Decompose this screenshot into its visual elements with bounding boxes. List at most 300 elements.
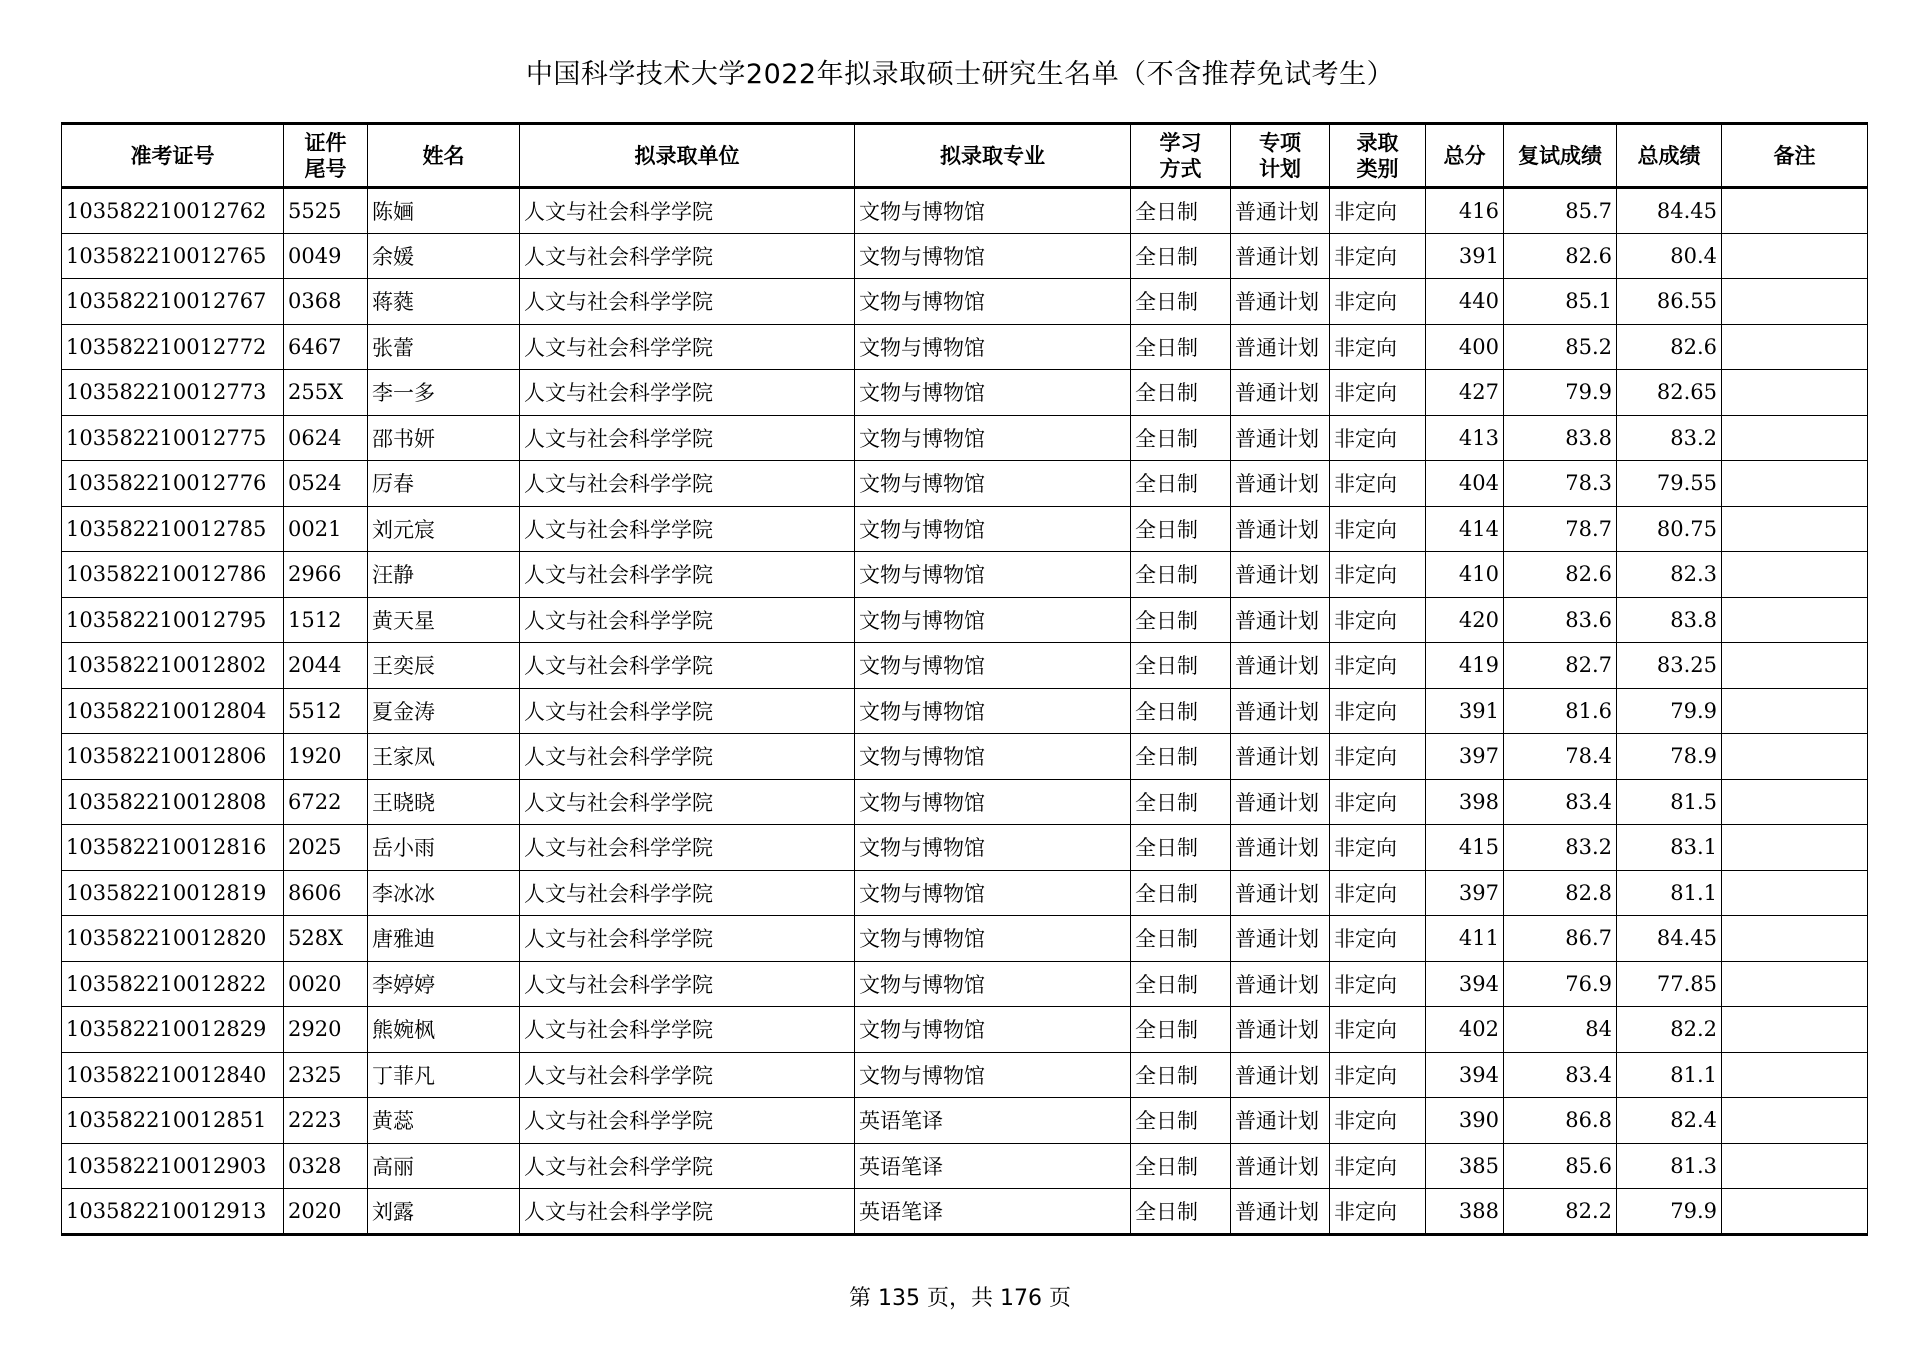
cell-retest-score: 78.7 <box>1504 506 1617 552</box>
cell-special-plan: 普通计划 <box>1231 688 1330 734</box>
cell-id-suffix: 5512 <box>284 688 368 734</box>
cell-special-plan: 普通计划 <box>1231 1007 1330 1053</box>
cell-exam-id: 103582210012808 <box>62 779 284 825</box>
cell-total-score: 391 <box>1426 233 1504 279</box>
cell-special-plan: 普通计划 <box>1231 506 1330 552</box>
cell-remarks <box>1722 552 1868 598</box>
header-exam-id: 准考证号 <box>62 124 284 188</box>
cell-retest-score: 83.4 <box>1504 779 1617 825</box>
cell-admission-unit: 人文与社会科学学院 <box>520 961 855 1007</box>
cell-special-plan: 普通计划 <box>1231 1143 1330 1189</box>
cell-id-suffix: 1920 <box>284 734 368 780</box>
cell-admission-unit: 人文与社会科学学院 <box>520 1098 855 1144</box>
cell-exam-id: 103582210012765 <box>62 233 284 279</box>
cell-name: 王家凤 <box>368 734 520 780</box>
cell-retest-score: 82.8 <box>1504 870 1617 916</box>
header-admission-unit: 拟录取单位 <box>520 124 855 188</box>
cell-major: 文物与博物馆 <box>855 233 1131 279</box>
cell-total-score: 404 <box>1426 461 1504 507</box>
cell-admission-type: 非定向 <box>1330 597 1426 643</box>
cell-total-score: 415 <box>1426 825 1504 871</box>
cell-retest-score: 83.6 <box>1504 597 1617 643</box>
table-row <box>62 233 1868 279</box>
cell-total-score: 388 <box>1426 1189 1504 1235</box>
cell-exam-id: 103582210012822 <box>62 961 284 1007</box>
table-row <box>62 1007 1868 1053</box>
cell-admission-unit: 人文与社会科学学院 <box>520 506 855 552</box>
cell-exam-id: 103582210012776 <box>62 461 284 507</box>
cell-special-plan: 普通计划 <box>1231 734 1330 780</box>
cell-exam-id: 103582210012816 <box>62 825 284 871</box>
cell-study-mode: 全日制 <box>1131 233 1231 279</box>
cell-retest-score: 81.6 <box>1504 688 1617 734</box>
cell-total-score: 397 <box>1426 870 1504 916</box>
cell-admission-unit: 人文与社会科学学院 <box>520 233 855 279</box>
cell-major: 文物与博物馆 <box>855 688 1131 734</box>
cell-id-suffix: 0049 <box>284 233 368 279</box>
cell-retest-score: 82.6 <box>1504 233 1617 279</box>
cell-id-suffix: 2025 <box>284 825 368 871</box>
cell-study-mode: 全日制 <box>1131 643 1231 689</box>
cell-total-score: 427 <box>1426 370 1504 416</box>
cell-admission-unit: 人文与社会科学学院 <box>520 1052 855 1098</box>
cell-study-mode: 全日制 <box>1131 870 1231 916</box>
cell-retest-score: 78.3 <box>1504 461 1617 507</box>
cell-total-score: 440 <box>1426 279 1504 325</box>
cell-name: 黄蕊 <box>368 1098 520 1144</box>
table-row <box>62 643 1868 689</box>
cell-admission-type: 非定向 <box>1330 370 1426 416</box>
cell-id-suffix: 2044 <box>284 643 368 689</box>
cell-admission-unit: 人文与社会科学学院 <box>520 1007 855 1053</box>
table-row <box>62 552 1868 598</box>
header-final-score: 总成绩 <box>1617 124 1722 188</box>
cell-admission-unit: 人文与社会科学学院 <box>520 779 855 825</box>
cell-name: 厉春 <box>368 461 520 507</box>
table-row <box>62 461 1868 507</box>
cell-admission-type: 非定向 <box>1330 552 1426 598</box>
cell-admission-type: 非定向 <box>1330 1052 1426 1098</box>
cell-name: 余媛 <box>368 233 520 279</box>
cell-remarks <box>1722 324 1868 370</box>
cell-exam-id: 103582210012829 <box>62 1007 284 1053</box>
cell-admission-type: 非定向 <box>1330 825 1426 871</box>
cell-name: 刘露 <box>368 1189 520 1235</box>
cell-id-suffix: 1512 <box>284 597 368 643</box>
cell-name: 邵书妍 <box>368 415 520 461</box>
cell-id-suffix: 2325 <box>284 1052 368 1098</box>
cell-admission-unit: 人文与社会科学学院 <box>520 1189 855 1235</box>
cell-admission-type: 非定向 <box>1330 233 1426 279</box>
cell-final-score: 79.55 <box>1617 461 1722 507</box>
cell-exam-id: 103582210012903 <box>62 1143 284 1189</box>
table-row <box>62 1098 1868 1144</box>
cell-study-mode: 全日制 <box>1131 461 1231 507</box>
cell-total-score: 400 <box>1426 324 1504 370</box>
cell-id-suffix: 2223 <box>284 1098 368 1144</box>
table-header-row <box>62 124 1868 188</box>
cell-name: 李婷婷 <box>368 961 520 1007</box>
cell-major: 文物与博物馆 <box>855 1052 1131 1098</box>
cell-special-plan: 普通计划 <box>1231 233 1330 279</box>
cell-major: 英语笔译 <box>855 1098 1131 1144</box>
cell-retest-score: 85.1 <box>1504 279 1617 325</box>
header-major: 拟录取专业 <box>855 124 1131 188</box>
cell-exam-id: 103582210012775 <box>62 415 284 461</box>
cell-special-plan: 普通计划 <box>1231 779 1330 825</box>
cell-final-score: 81.5 <box>1617 779 1722 825</box>
cell-exam-id: 103582210012802 <box>62 643 284 689</box>
cell-study-mode: 全日制 <box>1131 1052 1231 1098</box>
cell-exam-id: 103582210012820 <box>62 916 284 962</box>
cell-final-score: 82.2 <box>1617 1007 1722 1053</box>
cell-admission-type: 非定向 <box>1330 506 1426 552</box>
cell-final-score: 82.6 <box>1617 324 1722 370</box>
cell-name: 蒋蕤 <box>368 279 520 325</box>
table-row <box>62 688 1868 734</box>
cell-special-plan: 普通计划 <box>1231 643 1330 689</box>
cell-special-plan: 普通计划 <box>1231 370 1330 416</box>
cell-special-plan: 普通计划 <box>1231 870 1330 916</box>
cell-study-mode: 全日制 <box>1131 552 1231 598</box>
cell-admission-unit: 人文与社会科学学院 <box>520 688 855 734</box>
cell-remarks <box>1722 961 1868 1007</box>
cell-study-mode: 全日制 <box>1131 279 1231 325</box>
cell-total-score: 398 <box>1426 779 1504 825</box>
cell-study-mode: 全日制 <box>1131 370 1231 416</box>
cell-total-score: 410 <box>1426 552 1504 598</box>
cell-major: 英语笔译 <box>855 1189 1131 1235</box>
cell-name: 岳小雨 <box>368 825 520 871</box>
cell-remarks <box>1722 506 1868 552</box>
cell-remarks <box>1722 870 1868 916</box>
cell-total-score: 413 <box>1426 415 1504 461</box>
cell-name: 李冰冰 <box>368 870 520 916</box>
cell-name: 汪静 <box>368 552 520 598</box>
cell-total-score: 420 <box>1426 597 1504 643</box>
cell-final-score: 78.9 <box>1617 734 1722 780</box>
cell-admission-type: 非定向 <box>1330 415 1426 461</box>
table-row <box>62 324 1868 370</box>
cell-remarks <box>1722 825 1868 871</box>
cell-study-mode: 全日制 <box>1131 779 1231 825</box>
cell-id-suffix: 8606 <box>284 870 368 916</box>
cell-final-score: 81.1 <box>1617 870 1722 916</box>
cell-admission-type: 非定向 <box>1330 324 1426 370</box>
cell-study-mode: 全日制 <box>1131 1189 1231 1235</box>
cell-exam-id: 103582210012767 <box>62 279 284 325</box>
cell-remarks <box>1722 461 1868 507</box>
header-special-plan: 专项 计划 <box>1231 124 1330 188</box>
cell-study-mode: 全日制 <box>1131 1098 1231 1144</box>
cell-id-suffix: 0624 <box>284 415 368 461</box>
cell-exam-id: 103582210012913 <box>62 1189 284 1235</box>
cell-admission-unit: 人文与社会科学学院 <box>520 825 855 871</box>
cell-major: 文物与博物馆 <box>855 734 1131 780</box>
cell-id-suffix: 0328 <box>284 1143 368 1189</box>
admission-table <box>61 122 1868 1236</box>
cell-total-score: 411 <box>1426 916 1504 962</box>
cell-name: 高丽 <box>368 1143 520 1189</box>
cell-remarks <box>1722 415 1868 461</box>
cell-retest-score: 85.7 <box>1504 188 1617 234</box>
cell-retest-score: 79.9 <box>1504 370 1617 416</box>
cell-total-score: 394 <box>1426 1052 1504 1098</box>
cell-retest-score: 86.8 <box>1504 1098 1617 1144</box>
cell-major: 文物与博物馆 <box>855 643 1131 689</box>
cell-final-score: 83.25 <box>1617 643 1722 689</box>
cell-special-plan: 普通计划 <box>1231 415 1330 461</box>
cell-special-plan: 普通计划 <box>1231 552 1330 598</box>
cell-remarks <box>1722 1189 1868 1235</box>
cell-admission-type: 非定向 <box>1330 961 1426 1007</box>
cell-name: 李一多 <box>368 370 520 416</box>
table-row <box>62 825 1868 871</box>
cell-remarks <box>1722 688 1868 734</box>
page-footer: 第 135 页，共 176 页 <box>849 1286 1071 1311</box>
cell-admission-type: 非定向 <box>1330 188 1426 234</box>
cell-final-score: 77.85 <box>1617 961 1722 1007</box>
cell-exam-id: 103582210012772 <box>62 324 284 370</box>
cell-admission-unit: 人文与社会科学学院 <box>520 734 855 780</box>
cell-id-suffix: 0021 <box>284 506 368 552</box>
cell-total-score: 419 <box>1426 643 1504 689</box>
cell-final-score: 82.65 <box>1617 370 1722 416</box>
cell-retest-score: 76.9 <box>1504 961 1617 1007</box>
cell-exam-id: 103582210012819 <box>62 870 284 916</box>
cell-final-score: 80.75 <box>1617 506 1722 552</box>
cell-id-suffix: 528X <box>284 916 368 962</box>
cell-retest-score: 84 <box>1504 1007 1617 1053</box>
cell-retest-score: 86.7 <box>1504 916 1617 962</box>
cell-study-mode: 全日制 <box>1131 506 1231 552</box>
cell-study-mode: 全日制 <box>1131 916 1231 962</box>
cell-exam-id: 103582210012806 <box>62 734 284 780</box>
cell-major: 文物与博物馆 <box>855 870 1131 916</box>
cell-special-plan: 普通计划 <box>1231 1052 1330 1098</box>
cell-final-score: 86.55 <box>1617 279 1722 325</box>
cell-admission-type: 非定向 <box>1330 1143 1426 1189</box>
cell-final-score: 81.3 <box>1617 1143 1722 1189</box>
cell-exam-id: 103582210012786 <box>62 552 284 598</box>
cell-remarks <box>1722 1143 1868 1189</box>
table-row <box>62 597 1868 643</box>
cell-special-plan: 普通计划 <box>1231 1098 1330 1144</box>
cell-final-score: 82.4 <box>1617 1098 1722 1144</box>
cell-admission-unit: 人文与社会科学学院 <box>520 552 855 598</box>
cell-id-suffix: 2920 <box>284 1007 368 1053</box>
cell-final-score: 82.3 <box>1617 552 1722 598</box>
cell-admission-type: 非定向 <box>1330 916 1426 962</box>
cell-admission-type: 非定向 <box>1330 1007 1426 1053</box>
cell-id-suffix: 5525 <box>284 188 368 234</box>
cell-admission-unit: 人文与社会科学学院 <box>520 916 855 962</box>
cell-name: 丁菲凡 <box>368 1052 520 1098</box>
cell-id-suffix: 0020 <box>284 961 368 1007</box>
cell-remarks <box>1722 370 1868 416</box>
cell-exam-id: 103582210012785 <box>62 506 284 552</box>
cell-retest-score: 85.6 <box>1504 1143 1617 1189</box>
cell-id-suffix: 0524 <box>284 461 368 507</box>
cell-total-score: 385 <box>1426 1143 1504 1189</box>
cell-id-suffix: 0368 <box>284 279 368 325</box>
cell-admission-unit: 人文与社会科学学院 <box>520 597 855 643</box>
cell-id-suffix: 6467 <box>284 324 368 370</box>
cell-special-plan: 普通计划 <box>1231 597 1330 643</box>
header-retest-score: 复试成绩 <box>1504 124 1617 188</box>
cell-total-score: 394 <box>1426 961 1504 1007</box>
cell-retest-score: 82.7 <box>1504 643 1617 689</box>
cell-admission-unit: 人文与社会科学学院 <box>520 188 855 234</box>
cell-admission-unit: 人文与社会科学学院 <box>520 461 855 507</box>
cell-major: 文物与博物馆 <box>855 506 1131 552</box>
cell-name: 陈婳 <box>368 188 520 234</box>
cell-admission-unit: 人文与社会科学学院 <box>520 324 855 370</box>
table-row <box>62 734 1868 780</box>
cell-study-mode: 全日制 <box>1131 1007 1231 1053</box>
table-row <box>62 188 1868 234</box>
cell-total-score: 402 <box>1426 1007 1504 1053</box>
cell-exam-id: 103582210012773 <box>62 370 284 416</box>
cell-final-score: 80.4 <box>1617 233 1722 279</box>
cell-remarks <box>1722 1052 1868 1098</box>
table-row <box>62 870 1868 916</box>
cell-major: 英语笔译 <box>855 1143 1131 1189</box>
cell-remarks <box>1722 779 1868 825</box>
cell-total-score: 390 <box>1426 1098 1504 1144</box>
cell-retest-score: 85.2 <box>1504 324 1617 370</box>
cell-exam-id: 103582210012851 <box>62 1098 284 1144</box>
cell-name: 熊婉枫 <box>368 1007 520 1053</box>
cell-admission-type: 非定向 <box>1330 461 1426 507</box>
cell-final-score: 83.8 <box>1617 597 1722 643</box>
cell-major: 文物与博物馆 <box>855 1007 1131 1053</box>
cell-remarks <box>1722 916 1868 962</box>
cell-retest-score: 83.2 <box>1504 825 1617 871</box>
cell-admission-type: 非定向 <box>1330 1189 1426 1235</box>
cell-total-score: 416 <box>1426 188 1504 234</box>
table-row <box>62 1189 1868 1235</box>
cell-admission-unit: 人文与社会科学学院 <box>520 1143 855 1189</box>
cell-special-plan: 普通计划 <box>1231 279 1330 325</box>
cell-total-score: 391 <box>1426 688 1504 734</box>
cell-study-mode: 全日制 <box>1131 825 1231 871</box>
cell-study-mode: 全日制 <box>1131 734 1231 780</box>
cell-study-mode: 全日制 <box>1131 597 1231 643</box>
cell-remarks <box>1722 597 1868 643</box>
cell-total-score: 397 <box>1426 734 1504 780</box>
table-row <box>62 370 1868 416</box>
cell-final-score: 79.9 <box>1617 688 1722 734</box>
header-name: 姓名 <box>368 124 520 188</box>
cell-name: 黄天星 <box>368 597 520 643</box>
cell-special-plan: 普通计划 <box>1231 961 1330 1007</box>
cell-name: 王奕辰 <box>368 643 520 689</box>
cell-admission-unit: 人文与社会科学学院 <box>520 415 855 461</box>
table-row <box>62 415 1868 461</box>
cell-admission-type: 非定向 <box>1330 688 1426 734</box>
cell-final-score: 79.9 <box>1617 1189 1722 1235</box>
cell-major: 文物与博物馆 <box>855 324 1131 370</box>
cell-major: 文物与博物馆 <box>855 461 1131 507</box>
cell-remarks <box>1722 1007 1868 1053</box>
table-row <box>62 916 1868 962</box>
cell-remarks <box>1722 188 1868 234</box>
header-admission-type: 录取 类别 <box>1330 124 1426 188</box>
table-row <box>62 779 1868 825</box>
cell-study-mode: 全日制 <box>1131 188 1231 234</box>
cell-exam-id: 103582210012804 <box>62 688 284 734</box>
cell-retest-score: 83.8 <box>1504 415 1617 461</box>
cell-retest-score: 78.4 <box>1504 734 1617 780</box>
cell-id-suffix: 6722 <box>284 779 368 825</box>
cell-name: 张蕾 <box>368 324 520 370</box>
table-row <box>62 1052 1868 1098</box>
cell-id-suffix: 2966 <box>284 552 368 598</box>
cell-admission-unit: 人文与社会科学学院 <box>520 370 855 416</box>
cell-special-plan: 普通计划 <box>1231 324 1330 370</box>
cell-admission-unit: 人文与社会科学学院 <box>520 643 855 689</box>
cell-major: 文物与博物馆 <box>855 279 1131 325</box>
cell-major: 文物与博物馆 <box>855 597 1131 643</box>
cell-admission-type: 非定向 <box>1330 279 1426 325</box>
document-title: 中国科学技术大学2022年拟录取硕士研究生名单（不含推荐免试考生） <box>525 59 1395 90</box>
cell-exam-id: 103582210012840 <box>62 1052 284 1098</box>
cell-exam-id: 103582210012795 <box>62 597 284 643</box>
cell-special-plan: 普通计划 <box>1231 825 1330 871</box>
cell-major: 文物与博物馆 <box>855 415 1131 461</box>
cell-special-plan: 普通计划 <box>1231 188 1330 234</box>
cell-major: 文物与博物馆 <box>855 961 1131 1007</box>
cell-admission-type: 非定向 <box>1330 734 1426 780</box>
cell-major: 文物与博物馆 <box>855 188 1131 234</box>
cell-exam-id: 103582210012762 <box>62 188 284 234</box>
cell-name: 王晓晓 <box>368 779 520 825</box>
cell-admission-type: 非定向 <box>1330 779 1426 825</box>
cell-remarks <box>1722 643 1868 689</box>
cell-major: 文物与博物馆 <box>855 552 1131 598</box>
cell-name: 夏金涛 <box>368 688 520 734</box>
cell-name: 唐雅迪 <box>368 916 520 962</box>
cell-remarks <box>1722 279 1868 325</box>
cell-retest-score: 82.2 <box>1504 1189 1617 1235</box>
cell-major: 文物与博物馆 <box>855 779 1131 825</box>
header-study-mode: 学习 方式 <box>1131 124 1231 188</box>
cell-retest-score: 82.6 <box>1504 552 1617 598</box>
cell-admission-unit: 人文与社会科学学院 <box>520 279 855 325</box>
cell-study-mode: 全日制 <box>1131 961 1231 1007</box>
cell-study-mode: 全日制 <box>1131 688 1231 734</box>
cell-admission-type: 非定向 <box>1330 643 1426 689</box>
cell-special-plan: 普通计划 <box>1231 461 1330 507</box>
header-id-suffix: 证件 尾号 <box>284 124 368 188</box>
cell-remarks <box>1722 734 1868 780</box>
cell-admission-type: 非定向 <box>1330 1098 1426 1144</box>
cell-admission-unit: 人文与社会科学学院 <box>520 870 855 916</box>
cell-special-plan: 普通计划 <box>1231 916 1330 962</box>
cell-remarks <box>1722 233 1868 279</box>
cell-final-score: 81.1 <box>1617 1052 1722 1098</box>
cell-remarks <box>1722 1098 1868 1144</box>
cell-study-mode: 全日制 <box>1131 1143 1231 1189</box>
cell-study-mode: 全日制 <box>1131 324 1231 370</box>
cell-admission-type: 非定向 <box>1330 870 1426 916</box>
cell-special-plan: 普通计划 <box>1231 1189 1330 1235</box>
header-remarks: 备注 <box>1722 124 1868 188</box>
table-body <box>62 188 1868 1235</box>
cell-major: 文物与博物馆 <box>855 370 1131 416</box>
cell-id-suffix: 2020 <box>284 1189 368 1235</box>
